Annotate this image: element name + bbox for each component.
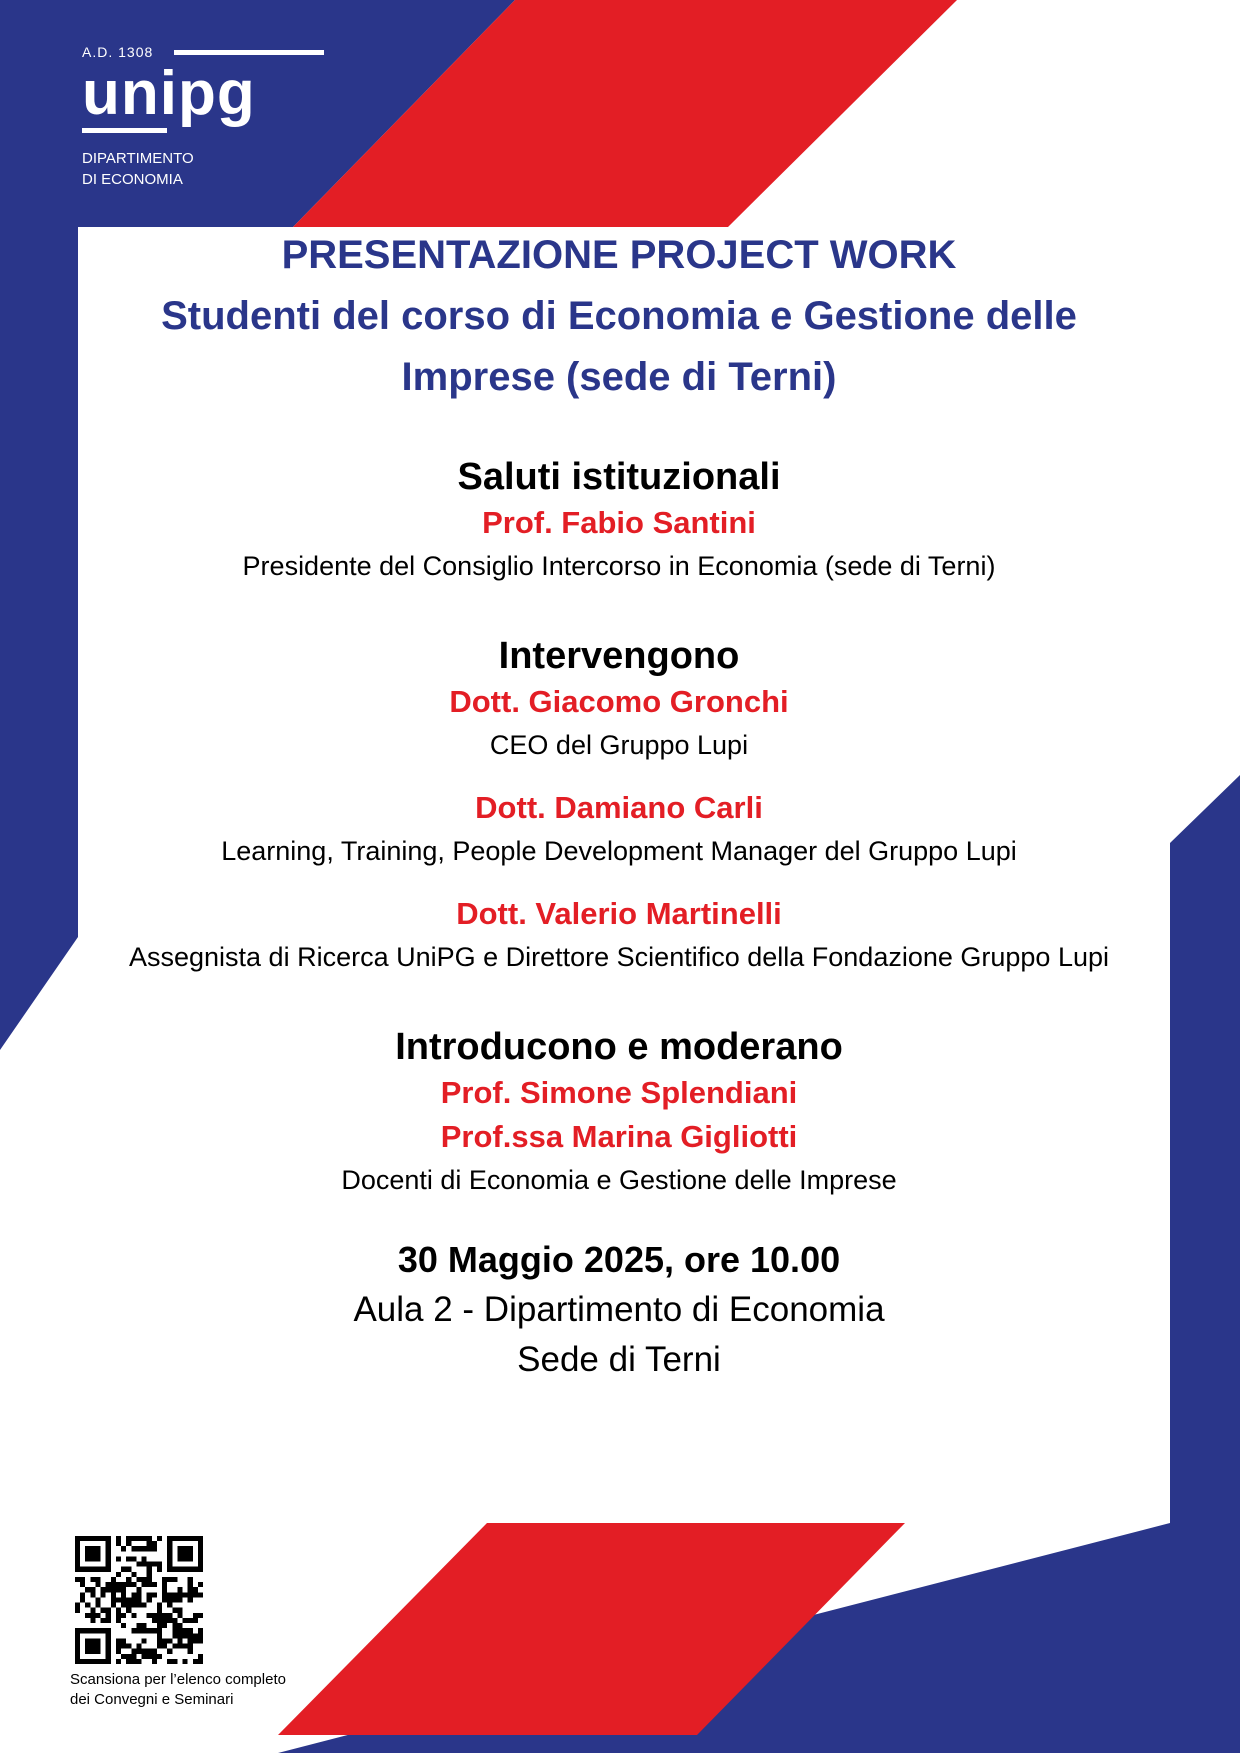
department-name [82,148,322,190]
title-line-3: Imprese (sede di Terni) [401,355,837,399]
moderator-name: Prof.ssa Marina Gigliotti [440,1119,798,1154]
poster-content [78,225,1160,1385]
moderators-heading: Introducono e moderano [395,1026,843,1068]
speaker-name: Dott. Giacomo Gronchi [449,684,789,719]
qr-code[interactable] [75,1536,203,1664]
qr-caption [70,1670,330,1710]
event-details [78,1235,1160,1385]
speaker-name: Dott. Damiano Carli [475,790,763,825]
greetings-heading: Saluti istituzionali [457,456,781,498]
department-line-2: DI ECONOMIA [82,171,183,188]
qr-caption-line-1: Scansiona per l’elenco completo [70,1671,286,1688]
qr-caption-line-2: dei Convegni e Seminari [70,1691,234,1708]
speaker-name: Dott. Valerio Martinelli [456,896,782,931]
speaker-role: CEO del Gruppo Lupi [489,730,749,760]
event-site: Sede di Terni [517,1340,721,1379]
moderators-section [78,1023,1160,1201]
event-room: Aula 2 - Dipartimento di Economia [353,1290,885,1329]
speakers-section [78,632,1160,978]
logo-wordmark: unipg [82,59,256,128]
moderator-name: Prof. Simone Splendiani [440,1075,798,1110]
event-date: 30 Maggio 2025, ore 10.00 [397,1239,841,1280]
department-line-1: DIPARTIMENTO [82,150,194,167]
logo-year: A.D. 1308 [82,44,154,60]
speakers-heading: Intervengono [498,635,740,677]
greetings-speaker-name: Prof. Fabio Santini [482,505,756,540]
speaker-role: Learning, Training, People Development Manager del Gruppo Lupi [221,836,1017,866]
event-title [78,225,1160,408]
speaker-role: Assegnista di Ricerca UniPG e Direttore Scientifico della Fondazione Gruppo Lupi [128,942,1109,972]
moderators-role: Docenti di Economia e Gestione delle Imprese [341,1165,897,1195]
greetings-speaker-role: Presidente del Consiglio Intercorso in Economia (sede di Terni) [242,551,996,581]
title-line-1: PRESENTAZIONE PROJECT WORK [281,233,957,277]
logo-bar-bottom [82,128,167,133]
greetings-section [78,453,1160,587]
title-line-2: Studenti del corso di Economia e Gestione delle [161,294,1077,338]
